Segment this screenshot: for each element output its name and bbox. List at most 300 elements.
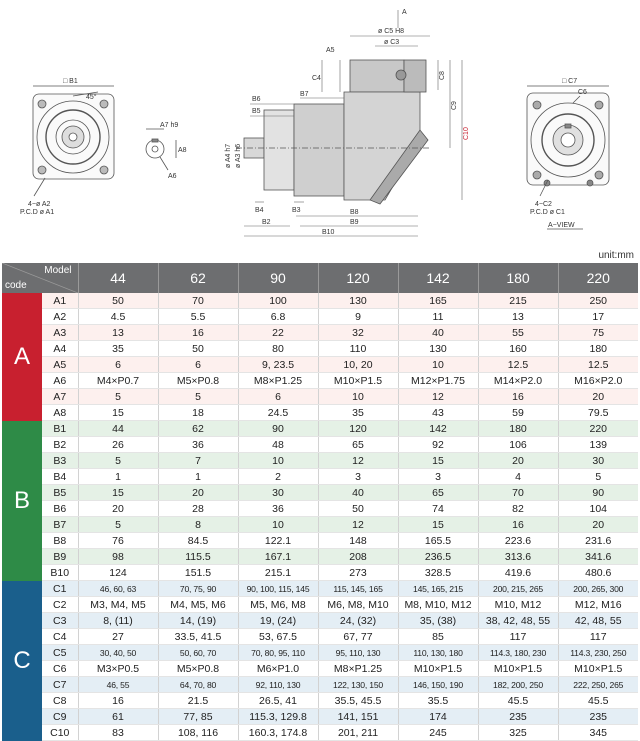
label-a5: A5 — [326, 47, 335, 54]
table-row-c1 — [2, 581, 638, 597]
cell-b10-44: 124 — [78, 565, 158, 581]
cell-c6-142: M10×P1.5 — [398, 661, 478, 677]
cell-a2-142: 11 — [398, 309, 478, 325]
cell-b9-44: 98 — [78, 549, 158, 565]
row-code: A2 — [42, 309, 78, 325]
table-row-c10 — [2, 725, 638, 741]
row-code: B3 — [42, 453, 78, 469]
model-header-120: 120 — [318, 263, 398, 293]
table-row-c5 — [2, 645, 638, 661]
cell-a8-62: 18 — [158, 405, 238, 421]
cell-b7-62: 8 — [158, 517, 238, 533]
cell-a4-180: 160 — [478, 341, 558, 357]
label-c5: ø C5 H8 — [378, 28, 405, 35]
cell-b2-120: 65 — [318, 437, 398, 453]
cell-b4-62: 1 — [158, 469, 238, 485]
cell-c4-142: 85 — [398, 629, 478, 645]
a-view-caption: A−VIEW — [548, 222, 575, 229]
cell-b6-220: 104 — [558, 501, 638, 517]
side-view — [236, 60, 430, 204]
label-c4: C4 — [312, 75, 321, 82]
cell-c2-44: M3, M4, M5 — [78, 597, 158, 613]
cell-a6-90: M8×P1.25 — [238, 373, 318, 389]
row-code: A3 — [42, 325, 78, 341]
cell-c8-142: 35.5 — [398, 693, 478, 709]
cell-c6-180: M10×P1.5 — [478, 661, 558, 677]
cell-c10-120: 201, 211 — [318, 725, 398, 741]
cell-a7-142: 12 — [398, 389, 478, 405]
cell-c10-142: 245 — [398, 725, 478, 741]
cell-c2-90: M5, M6, M8 — [238, 597, 318, 613]
cell-c4-62: 33.5, 41.5 — [158, 629, 238, 645]
cell-b1-90: 90 — [238, 421, 318, 437]
cell-a3-220: 75 — [558, 325, 638, 341]
cell-c9-62: 77, 85 — [158, 709, 238, 725]
cell-a7-180: 16 — [478, 389, 558, 405]
label-b5: B5 — [252, 108, 261, 115]
cell-c5-142: 110, 130, 180 — [398, 645, 478, 661]
cell-a7-62: 5 — [158, 389, 238, 405]
row-code: A6 — [42, 373, 78, 389]
cell-c2-220: M12, M16 — [558, 597, 638, 613]
cell-c2-142: M8, M10, M12 — [398, 597, 478, 613]
label-c9: C9 — [451, 101, 458, 110]
group-label-c: C — [2, 581, 42, 741]
table-row-b9 — [2, 549, 638, 565]
table-row-b1 — [2, 421, 638, 437]
cell-b6-62: 28 — [158, 501, 238, 517]
table-row-b2 — [2, 437, 638, 453]
cell-c2-62: M4, M5, M6 — [158, 597, 238, 613]
cell-a3-44: 13 — [78, 325, 158, 341]
table-row-c9 — [2, 709, 638, 725]
cell-c5-120: 95, 110, 130 — [318, 645, 398, 661]
table-row-c6 — [2, 661, 638, 677]
table-row-a8 — [2, 405, 638, 421]
label-b4: B4 — [255, 207, 264, 214]
cell-a5-62: 6 — [158, 357, 238, 373]
cell-a4-120: 110 — [318, 341, 398, 357]
cell-a3-120: 32 — [318, 325, 398, 341]
cell-b9-180: 313.6 — [478, 549, 558, 565]
cell-b6-90: 36 — [238, 501, 318, 517]
cell-b1-142: 142 — [398, 421, 478, 437]
cell-a5-44: 6 — [78, 357, 158, 373]
label-b6: B6 — [252, 96, 261, 103]
cell-a3-62: 16 — [158, 325, 238, 341]
cell-c10-220: 345 — [558, 725, 638, 741]
cell-b8-62: 84.5 — [158, 533, 238, 549]
corner-header — [2, 263, 78, 293]
group-label-a: A — [2, 293, 42, 421]
cell-a6-180: M14×P2.0 — [478, 373, 558, 389]
cell-c7-62: 64, 70, 80 — [158, 677, 238, 693]
cell-c9-220: 235 — [558, 709, 638, 725]
cell-c1-120: 115, 145, 165 — [318, 581, 398, 597]
cell-c1-44: 46, 60, 63 — [78, 581, 158, 597]
cell-c3-62: 14, (19) — [158, 613, 238, 629]
label-b7: B7 — [300, 91, 309, 98]
model-header-220: 220 — [558, 263, 638, 293]
table-row-a1 — [2, 293, 638, 309]
cell-b10-180: 419.6 — [478, 565, 558, 581]
cell-a1-90: 100 — [238, 293, 318, 309]
cell-b6-120: 50 — [318, 501, 398, 517]
model-header-90: 90 — [238, 263, 318, 293]
cell-b2-142: 92 — [398, 437, 478, 453]
cell-a3-142: 40 — [398, 325, 478, 341]
cell-a3-180: 55 — [478, 325, 558, 341]
cell-c1-142: 145, 165, 215 — [398, 581, 478, 597]
cell-b7-44: 5 — [78, 517, 158, 533]
cell-b5-90: 30 — [238, 485, 318, 501]
cell-b2-180: 106 — [478, 437, 558, 453]
cell-c5-90: 70, 80, 95, 110 — [238, 645, 318, 661]
row-code: C7 — [42, 677, 78, 693]
row-code: A7 — [42, 389, 78, 405]
cell-b9-90: 167.1 — [238, 549, 318, 565]
cell-b5-220: 90 — [558, 485, 638, 501]
row-code: B2 — [42, 437, 78, 453]
label-a2: 4−ø A2 — [28, 201, 51, 208]
cell-b4-220: 5 — [558, 469, 638, 485]
label-b8: B8 — [350, 209, 359, 216]
cell-b3-120: 12 — [318, 453, 398, 469]
label-c10: C10 — [463, 127, 470, 140]
cell-a2-120: 9 — [318, 309, 398, 325]
cell-a6-120: M10×P1.5 — [318, 373, 398, 389]
table-row-c3 — [2, 613, 638, 629]
cell-b3-44: 5 — [78, 453, 158, 469]
label-c3: ø C3 — [384, 39, 400, 46]
cell-c3-220: 42, 48, 55 — [558, 613, 638, 629]
cell-c3-142: 35, (38) — [398, 613, 478, 629]
cell-b1-220: 220 — [558, 421, 638, 437]
cell-a1-180: 215 — [478, 293, 558, 309]
cell-c3-44: 8, (11) — [78, 613, 158, 629]
label-c2: 4−C2 — [535, 201, 552, 208]
cell-c10-180: 325 — [478, 725, 558, 741]
cell-a1-142: 165 — [398, 293, 478, 309]
cell-a8-220: 79.5 — [558, 405, 638, 421]
model-header-142: 142 — [398, 263, 478, 293]
cell-a6-142: M12×P1.75 — [398, 373, 478, 389]
cell-a1-62: 70 — [158, 293, 238, 309]
cell-a8-142: 43 — [398, 405, 478, 421]
table-row-b6 — [2, 501, 638, 517]
cell-b7-220: 20 — [558, 517, 638, 533]
cell-b5-142: 65 — [398, 485, 478, 501]
row-code: C5 — [42, 645, 78, 661]
cell-c5-44: 30, 40, 50 — [78, 645, 158, 661]
cell-c1-90: 90, 100, 115, 145 — [238, 581, 318, 597]
row-code: B9 — [42, 549, 78, 565]
cell-a7-120: 10 — [318, 389, 398, 405]
cell-b4-120: 3 — [318, 469, 398, 485]
cell-b8-90: 122.1 — [238, 533, 318, 549]
cell-a1-44: 50 — [78, 293, 158, 309]
cell-c9-120: 141, 151 — [318, 709, 398, 725]
cell-b5-180: 70 — [478, 485, 558, 501]
cell-b4-180: 4 — [478, 469, 558, 485]
label-b9: B9 — [350, 219, 359, 226]
label-b3: B3 — [292, 207, 301, 214]
row-code: B7 — [42, 517, 78, 533]
label-a6: A6 — [168, 173, 177, 180]
cell-c10-44: 83 — [78, 725, 158, 741]
label-pcd-c1: P.C.D ø C1 — [530, 209, 565, 216]
table-row-a6 — [2, 373, 638, 389]
cell-a2-180: 13 — [478, 309, 558, 325]
label-b10: B10 — [322, 229, 335, 236]
cell-b2-62: 36 — [158, 437, 238, 453]
cell-c8-44: 16 — [78, 693, 158, 709]
cell-c4-120: 67, 77 — [318, 629, 398, 645]
label-b2: B2 — [262, 219, 271, 226]
header-model-label: Model — [44, 265, 72, 276]
cell-b8-220: 231.6 — [558, 533, 638, 549]
dimension-table — [2, 263, 638, 741]
cell-b10-220: 480.6 — [558, 565, 638, 581]
cell-c3-180: 38, 42, 48, 55 — [478, 613, 558, 629]
cell-b10-142: 328.5 — [398, 565, 478, 581]
cell-b6-180: 82 — [478, 501, 558, 517]
row-code: C6 — [42, 661, 78, 677]
cell-c1-220: 200, 265, 300 — [558, 581, 638, 597]
header-code-label: code — [5, 280, 27, 291]
label-b1: □ B1 — [63, 78, 78, 85]
row-code: C8 — [42, 693, 78, 709]
cell-a5-90: 9, 23.5 — [238, 357, 318, 373]
cell-c9-90: 115.3, 129.8 — [238, 709, 318, 725]
row-code: C1 — [42, 581, 78, 597]
row-code: C4 — [42, 629, 78, 645]
row-code: B8 — [42, 533, 78, 549]
cell-a5-220: 12.5 — [558, 357, 638, 373]
label-c6: C6 — [578, 89, 587, 96]
front-view — [33, 86, 114, 196]
table-row-b10 — [2, 565, 638, 581]
cell-b5-120: 40 — [318, 485, 398, 501]
table-row-a4 — [2, 341, 638, 357]
cell-b5-44: 15 — [78, 485, 158, 501]
cell-b7-180: 16 — [478, 517, 558, 533]
table-row-b4 — [2, 469, 638, 485]
table-row-b5 — [2, 485, 638, 501]
cell-b10-120: 273 — [318, 565, 398, 581]
row-code: A1 — [42, 293, 78, 309]
table-row-b3 — [2, 453, 638, 469]
cell-b2-220: 139 — [558, 437, 638, 453]
cell-a4-142: 130 — [398, 341, 478, 357]
table-row-c7 — [2, 677, 638, 693]
cell-b8-120: 148 — [318, 533, 398, 549]
row-code: C10 — [42, 725, 78, 741]
cell-b1-120: 120 — [318, 421, 398, 437]
row-code: A4 — [42, 341, 78, 357]
cell-c1-62: 70, 75, 90 — [158, 581, 238, 597]
cell-c8-220: 45.5 — [558, 693, 638, 709]
cell-b6-44: 20 — [78, 501, 158, 517]
row-code: B4 — [42, 469, 78, 485]
row-code: B5 — [42, 485, 78, 501]
cell-b1-44: 44 — [78, 421, 158, 437]
cell-a7-220: 20 — [558, 389, 638, 405]
cell-a1-220: 250 — [558, 293, 638, 309]
label-pcd-a1: P.C.D ø A1 — [20, 209, 55, 216]
cell-c7-90: 92, 110, 130 — [238, 677, 318, 693]
model-header-44: 44 — [78, 263, 158, 293]
cell-c6-220: M10×P1.5 — [558, 661, 638, 677]
cell-b10-90: 215.1 — [238, 565, 318, 581]
cell-b8-44: 76 — [78, 533, 158, 549]
cell-c7-120: 122, 130, 150 — [318, 677, 398, 693]
row-code: B6 — [42, 501, 78, 517]
row-code: C9 — [42, 709, 78, 725]
cell-c3-120: 24, (32) — [318, 613, 398, 629]
cell-c7-220: 222, 250, 265 — [558, 677, 638, 693]
model-header-180: 180 — [478, 263, 558, 293]
row-code: B10 — [42, 565, 78, 581]
cell-b4-142: 3 — [398, 469, 478, 485]
cell-b8-180: 223.6 — [478, 533, 558, 549]
cell-c6-120: M8×P1.25 — [318, 661, 398, 677]
cell-b1-180: 180 — [478, 421, 558, 437]
cell-b3-220: 30 — [558, 453, 638, 469]
table-row-a5 — [2, 357, 638, 373]
cell-c2-180: M10, M12 — [478, 597, 558, 613]
cell-a4-44: 35 — [78, 341, 158, 357]
label-angle: 45° — [86, 94, 97, 101]
cell-b5-62: 20 — [158, 485, 238, 501]
table-row-c2 — [2, 597, 638, 613]
row-code: A5 — [42, 357, 78, 373]
cell-c10-90: 160.3, 174.8 — [238, 725, 318, 741]
label-c7: □ C7 — [562, 78, 578, 85]
cell-b9-220: 341.6 — [558, 549, 638, 565]
cell-a4-220: 180 — [558, 341, 638, 357]
cell-b4-44: 1 — [78, 469, 158, 485]
cell-c6-62: M5×P0.8 — [158, 661, 238, 677]
cell-b8-142: 165.5 — [398, 533, 478, 549]
cell-c1-180: 200, 215, 265 — [478, 581, 558, 597]
table-row-b8 — [2, 533, 638, 549]
cell-b7-142: 15 — [398, 517, 478, 533]
cell-c4-44: 27 — [78, 629, 158, 645]
cell-c4-180: 117 — [478, 629, 558, 645]
model-header-62: 62 — [158, 263, 238, 293]
cell-b3-90: 10 — [238, 453, 318, 469]
cell-c7-44: 46, 55 — [78, 677, 158, 693]
cell-c5-220: 114.3, 230, 250 — [558, 645, 638, 661]
group-label-b: B — [2, 421, 42, 581]
cell-a7-44: 5 — [78, 389, 158, 405]
cell-c4-220: 117 — [558, 629, 638, 645]
cell-a6-220: M16×P2.0 — [558, 373, 638, 389]
cell-c10-62: 108, 116 — [158, 725, 238, 741]
cell-c8-62: 21.5 — [158, 693, 238, 709]
cell-a2-220: 17 — [558, 309, 638, 325]
cell-a4-62: 50 — [158, 341, 238, 357]
row-code: B1 — [42, 421, 78, 437]
header-row — [2, 263, 638, 293]
cell-a2-90: 6.8 — [238, 309, 318, 325]
cell-a7-90: 6 — [238, 389, 318, 405]
cell-b7-90: 10 — [238, 517, 318, 533]
cell-b3-142: 15 — [398, 453, 478, 469]
cell-b4-90: 2 — [238, 469, 318, 485]
cell-b9-62: 115.5 — [158, 549, 238, 565]
cell-b9-120: 208 — [318, 549, 398, 565]
cell-c5-62: 50, 60, 70 — [158, 645, 238, 661]
label-a3: ø A3 h6 — [235, 143, 242, 168]
cell-c5-180: 114.3, 180, 230 — [478, 645, 558, 661]
cell-b6-142: 74 — [398, 501, 478, 517]
cell-a2-44: 4.5 — [78, 309, 158, 325]
unit-label: unit:mm — [598, 250, 634, 261]
cell-b3-180: 20 — [478, 453, 558, 469]
label-arrow-a: A — [402, 9, 407, 16]
cell-c8-120: 35.5, 45.5 — [318, 693, 398, 709]
cell-c9-142: 174 — [398, 709, 478, 725]
cell-a5-180: 12.5 — [478, 357, 558, 373]
cell-b7-120: 12 — [318, 517, 398, 533]
table-row-c4 — [2, 629, 638, 645]
label-a7: A7 h9 — [160, 122, 179, 129]
technical-drawing — [0, 0, 640, 248]
cell-a5-120: 10, 20 — [318, 357, 398, 373]
cell-b2-44: 26 — [78, 437, 158, 453]
row-code: C2 — [42, 597, 78, 613]
cell-b1-62: 62 — [158, 421, 238, 437]
table-row-a7 — [2, 389, 638, 405]
cell-a6-44: M4×P0.7 — [78, 373, 158, 389]
cell-c2-120: M6, M8, M10 — [318, 597, 398, 613]
row-code: C3 — [42, 613, 78, 629]
cell-a4-90: 80 — [238, 341, 318, 357]
cell-c4-90: 53, 67.5 — [238, 629, 318, 645]
cell-a8-90: 24.5 — [238, 405, 318, 421]
cell-b3-62: 7 — [158, 453, 238, 469]
cell-c9-44: 61 — [78, 709, 158, 725]
cell-a5-142: 10 — [398, 357, 478, 373]
label-c8: C8 — [439, 71, 446, 80]
cell-a3-90: 22 — [238, 325, 318, 341]
table-row-a3 — [2, 325, 638, 341]
cell-c6-90: M6×P1.0 — [238, 661, 318, 677]
cell-c7-180: 182, 200, 250 — [478, 677, 558, 693]
row-code: A8 — [42, 405, 78, 421]
cell-c7-142: 146, 150, 190 — [398, 677, 478, 693]
cell-a8-180: 59 — [478, 405, 558, 421]
shaft-view — [146, 129, 176, 170]
cell-a1-120: 130 — [318, 293, 398, 309]
cell-a8-120: 35 — [318, 405, 398, 421]
cell-a8-44: 15 — [78, 405, 158, 421]
table-row-b7 — [2, 517, 638, 533]
cell-b9-142: 236.5 — [398, 549, 478, 565]
cell-c3-90: 19, (24) — [238, 613, 318, 629]
cell-b2-90: 48 — [238, 437, 318, 453]
table-row-a2 — [2, 309, 638, 325]
table-row-c8 — [2, 693, 638, 709]
cell-a6-62: M5×P0.8 — [158, 373, 238, 389]
label-a4: ø A4 h7 — [225, 143, 232, 168]
cell-a2-62: 5.5 — [158, 309, 238, 325]
cell-c8-180: 45.5 — [478, 693, 558, 709]
cell-c9-180: 235 — [478, 709, 558, 725]
label-a8: A8 — [178, 147, 187, 154]
